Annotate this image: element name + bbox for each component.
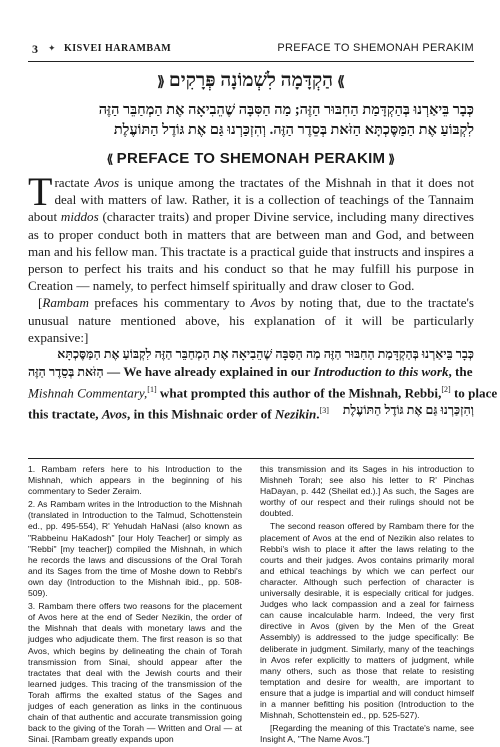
footnote-1: 1. Rambam refers here to his Introduction to the Mishnah, which appears in the beginning of his commentary to Seder Zeraim. xyxy=(28,464,242,497)
text: this tractate, xyxy=(28,406,102,422)
ornament-icon: ⟪ xyxy=(106,152,114,166)
text: Introduction to this work xyxy=(313,364,449,380)
footnote-ref[interactable]: [3] xyxy=(319,406,329,415)
hebrew-text xyxy=(28,100,474,140)
mixed-line xyxy=(28,363,474,381)
text: to place xyxy=(450,385,498,401)
ornament-icon: ⟫ xyxy=(388,152,396,166)
text: Avos xyxy=(250,295,276,311)
ornament-icon: ⟪ xyxy=(157,75,165,90)
footnote-3-paragraph: The second reason offered by Rambam there for the placement of Avos at the end of Nezikin also relates to Rebbi's wish to place it after the laws relating to the courts and their judges. Avos contains primarily moral and ethical teachings by which we can perfect our character. Although such perfection of character is universally desirable, it is especially critical for judges. Judges who lack compassion and a zeal for fairness can cause incalculable harm. Indeed, the very first directive in Avos (given by the Men of the Great Assembly) is addressed to the judge specifically: Be deliberate in judgment. Similarly, many of the teachings in Avos refer explicitly to matters of judgment, while many others, such as those that relate to resisting temptation and desire for wealth, are important to ensure that a judge is impartial and will conduct himself in a manner befitting his position (Introduction to the Mishnah, Schottenstein ed., pp. 525-527). xyxy=(260,521,474,721)
text: Avos xyxy=(101,406,128,422)
ornament-icon: ✦ xyxy=(48,43,56,53)
mixed-line xyxy=(28,381,498,402)
text: what prompted this author of the Mishnah, Rebbi, xyxy=(156,385,442,401)
text: Mishnah Commentary, xyxy=(28,385,148,401)
footnote-column-right xyxy=(260,464,474,747)
footnotes xyxy=(28,464,474,745)
footnote-3-paragraph: [Regarding the meaning of this Tractate's name, see Insight A, "The Name Avos."] xyxy=(260,723,474,745)
text: prefaces his commentary to xyxy=(88,295,251,311)
mixed-line xyxy=(28,402,474,423)
footnote-2: 2. As Rambam writes in the Introduction to the Mishnah (translated in Introduction to the Talmud, Schottenstein ed., pp. 495-554), R' Yehudah HaNasi (also known as "Rabbeinu HaKadosh" [our Holy Teacher] or simply as "Rebbi" [my teacher]) compiled the Mishnah, in which he records the laws and discussions of the Oral Torah and its Sages from the time of Moshe down to Rebbi's own day (Introduction to the Mishnah ibid., pp. 508-509). xyxy=(28,499,242,599)
text: is unique among the tractates of the Mishnah in that it does not deal with matters of law. Rather, it is a collection of teachings of the Tannaim about xyxy=(28,175,475,225)
text: , in this Mishnaic order of xyxy=(127,406,275,422)
text: Nezikin xyxy=(274,406,317,422)
hebrew-line: כְּבָר בֵּיאַרְנוּ בְּהַקְדָּמַת הַחִבּוּר הַזֶּה; מַה הַסִּבָּה שֶׁהֵבִיאָה אֶת הַמְחַבֵּר הַזֶּה xyxy=(98,102,474,118)
footnote-3: 3. Rambam there offers two reasons for the placement of Avos here at the end of Seder Nezikin, the order of the Mishnah that deals with monetary laws and the judges who adjudicate them. The first reason is so that Avos, which begins by delineating the chain of Torah transmission from Sinai, should appear after the tractates that deal with the Jewish courts and their learned judges. This tracing of the transmission of the Torah affirms the exalted status of the Sages and judges of each generation as links in the continuous chain of that authentic and accurate transmission going back to the giving of the Torah — Written and Oral — at Sinai. [Rambam greatly expands upon xyxy=(28,601,242,745)
page xyxy=(28,0,498,745)
text: [ xyxy=(38,295,43,311)
running-header xyxy=(28,42,474,58)
text: — We have already explained in our xyxy=(103,364,314,380)
header-rule xyxy=(28,61,474,62)
hebrew-quote-line: כְּבָר בֵּיאַרְנוּ בְּהַקְדָּמַת הַחִבּוּר הַזֶּה מַה הַסִּבָּה שֶׁהֵבִיאָה אֶת הַמְחַבֵּר הַזֶּה לִקְבּוֹעַ אֶת הַמַּסֶּכְתָּא xyxy=(57,347,474,362)
footnote-3-continued: this transmission and its Sages in his introduction to Mishneh Torah; see also his letter to R' Pinchas HaDayan, p. 442 (Sheilat ed.).] As such, the Sages are worthy of our respect and their rulings should not be doubted. xyxy=(260,464,474,519)
text: ractate xyxy=(54,175,95,190)
text: middos xyxy=(60,209,99,225)
book-title: KISVEI HARAMBAM xyxy=(64,43,172,54)
text: , the xyxy=(448,364,473,380)
footnote-column-left xyxy=(28,464,242,747)
footnote-ref[interactable]: [2] xyxy=(441,385,451,395)
text: . xyxy=(316,406,320,422)
hebrew-title xyxy=(28,70,474,92)
paragraph xyxy=(28,169,475,294)
hebrew-inline: וְהִזְכַּרְנוּ גַּם אֶת גּוֹדֶל הַתּוֹעֶלֶת xyxy=(342,403,474,417)
paragraph xyxy=(28,294,474,346)
footnote-ref[interactable]: [1] xyxy=(147,385,157,395)
english-title xyxy=(28,150,474,167)
text: by noting that, due to the tractate's unusual nature mentioned above, his explanation of it will be particularly expansive:] xyxy=(28,295,474,345)
footnote-rule xyxy=(28,458,474,459)
text: Avos xyxy=(94,175,120,190)
section-title: PREFACE TO SHEMONAH PERAKIM xyxy=(277,42,474,54)
text: (character traits) and proper Divine service, including many directives as to proper conduct both in matters that are between man and God, and between man and his fellow man. This tractate is a practical guide that instructs and inspires a person to perfect his traits and his conduct so that he may fulfill his purpose in Creation — namely, to perfect himself spiritually and draw closer to God. xyxy=(28,209,474,294)
english-title-text: PREFACE TO SHEMONAH PERAKIM xyxy=(116,150,386,167)
hebrew-line: לִקְבּוֹעַ אֶת הַמַּסֶּכְתָּא הַזֹּאת בְּסֵדֶר הַזֶּה. וְהִזְכַּרְנוּ גַּם אֶת גּוֹדֶל הַתּוֹעֶלֶת xyxy=(113,122,474,138)
page-number: 3 xyxy=(32,42,38,56)
drop-cap: T xyxy=(28,169,53,214)
main-body xyxy=(28,169,498,423)
hebrew-inline: הַזֹּאת בְּסֵדֶר הַזֶּה xyxy=(28,365,104,380)
ornament-icon: ⟫ xyxy=(337,75,345,90)
text: Rambam xyxy=(42,295,89,311)
hebrew-title-text: הַקְדָּמָה לִשְׁמוֹנָה פְּרָקִים xyxy=(168,70,334,91)
